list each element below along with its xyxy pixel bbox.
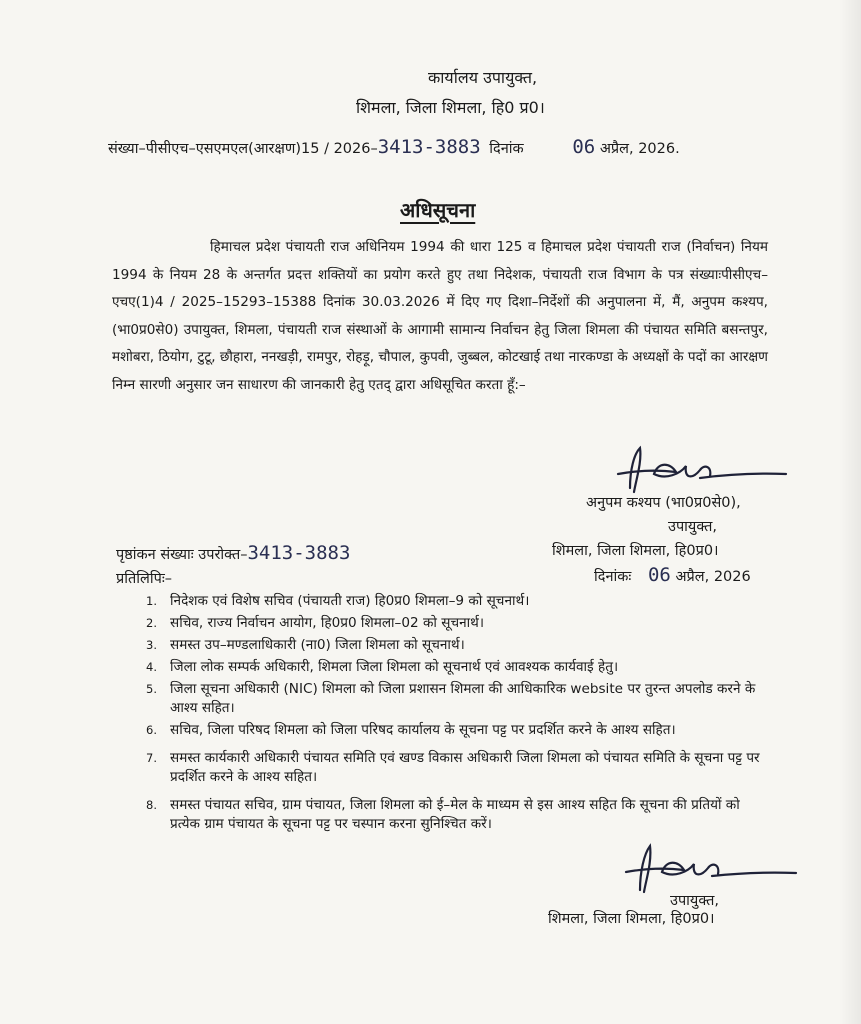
- signatory-place: शिमला, जिला शिमला, हि0प्र0।: [552, 543, 719, 559]
- list-item-text: समस्त उप–मण्डलाधिकारी (ना0) जिला शिमला को सूचनार्थ।: [170, 637, 465, 653]
- list-item: [146, 749, 762, 787]
- closing-place: शिमला, जिला शिमला, हि0प्र0।: [548, 911, 715, 927]
- document-title: अधिसूचना: [400, 198, 476, 222]
- endorsement-number-handwritten: 3413-3883: [247, 542, 351, 564]
- list-item-number: 8.: [146, 798, 157, 812]
- list-item: [146, 592, 762, 611]
- reference-number-prefix: संख्या–पीसीएच–एसएमएल(आरक्षण)15 / 2026–: [108, 141, 378, 157]
- list-item-number: 6.: [146, 723, 157, 737]
- copies-list: [146, 592, 762, 837]
- list-item-number: 5.: [146, 682, 157, 696]
- list-item: [146, 680, 762, 718]
- reference-date-label: दिनांक: [489, 141, 524, 157]
- list-item-number: 7.: [146, 751, 157, 765]
- notification-body: हिमाचल प्रदेश पंचायती राज अधिनियम 1994 की धारा 125 व हिमाचल प्रदेश पंचायती राज (निर्वाचन) नियम 1994 के नियम 28 के अन्तर्गत प्रदत्त शक्तियों का प्रयोग करते हुए तथा निदेशक, पंचायती राज विभाग के पत्र संख्याःपीसीएच–एचए(1)4 / 2025–15293–15388 दिनांक 30.03.2026 में दिए गए दिशा–निर्देशों की अनुपालना में, मैं, अनुपम कश्यप, (भा0प्र0से0) उपायुक्त, शिमला, पंचायती राज संस्थाओं के आगामी सामान्य निर्वाचन हेतु जिला शिमला की पंचायत समिति बसन्तपुर, मशोबरा, ठियोग, टुटू, छौहारा, ननखड़ी, रामपुर, रोहड़ू, चौपाल, कुपवी, जुब्बल, कोटखाई तथा नारकण्डा के अध्यक्षों के पदों का आरक्षण निम्न सारणी अनुसार जन साधारण की जानकारी हेतु एतद् द्वारा अधिसूचित करता हूँ:–: [112, 239, 768, 393]
- list-item-text: निदेशक एवं विशेष सचिव (पंचायती राज) हि0प्र0 शिमला–9 को सूचनार्थ।: [170, 593, 530, 609]
- signatory-date-label: दिनांकः: [594, 569, 632, 585]
- list-item-text: समस्त कार्यकारी अधिकारी पंचायत समिति एवं खण्ड विकास अधिकारी जिला शिमला को पंचायत समिति के सूचना पट्ट पर प्रदर्शित करने के आश्य सहित।: [170, 750, 760, 785]
- signatory-designation: उपायुक्त,: [668, 519, 717, 535]
- endorsement-label: पृष्ठांकन संख्याः उपरोक्त–: [116, 547, 248, 563]
- list-item-number: 4.: [146, 660, 157, 674]
- signatory-date-day: 06: [647, 564, 671, 586]
- list-item: [146, 658, 762, 677]
- reference-date-day: 06: [572, 136, 596, 158]
- signatory-date: [594, 564, 751, 586]
- list-item: [146, 636, 762, 655]
- reference-line: [108, 136, 680, 158]
- list-item-text: सचिव, राज्य निर्वाचन आयोग, हि0प्र0 शिमला–02 को सूचनार्थ।: [170, 615, 484, 631]
- list-item-number: 1.: [146, 594, 157, 608]
- office-title: कार्यालय उपायुक्त,: [428, 68, 538, 87]
- list-item: [146, 614, 762, 633]
- list-item-number: 2.: [146, 616, 157, 630]
- signature-scribble-2: [600, 840, 800, 896]
- endorsement-number: [116, 542, 350, 564]
- signatory-date-rest: अप्रैल, 2026: [675, 569, 751, 585]
- reference-date-rest: अप्रैल, 2026.: [599, 141, 680, 157]
- reference-number-handwritten: 3413-3883: [377, 136, 481, 158]
- page-edge-shadow: [839, 0, 861, 1024]
- list-item: [146, 721, 762, 740]
- list-item-text: जिला लोक सम्पर्क अधिकारी, शिमला जिला शिमला को सूचनार्थ एवं आवश्यक कार्यवाई हेतु।: [170, 659, 619, 675]
- list-item: [146, 796, 762, 834]
- copies-label: प्रतिलिपिः–: [116, 571, 173, 587]
- office-place: शिमला, जिला शिमला, हि0 प्र0।: [356, 98, 545, 117]
- list-item-text: सचिव, जिला परिषद शिमला को जिला परिषद कार्यालय के सूचना पट्ट पर प्रदर्शित करने के आश्य सहित।: [170, 722, 676, 738]
- signatory-name: अनुपम कश्यप (भा0प्र0से0),: [586, 495, 741, 511]
- closing-designation: उपायुक्त,: [670, 893, 719, 909]
- list-item-number: 3.: [146, 638, 157, 652]
- list-item-text: समस्त पंचायत सचिव, ग्राम पंचायत, जिला शिमला को ई–मेल के माध्यम से इस आश्य सहित कि सूचना की प्रतियों को प्रत्येक ग्राम पंचायत के सूचना पट्ट पर चस्पान करना सुनिश्चित करें।: [170, 797, 740, 832]
- list-item-text: जिला सूचना अधिकारी (NIC) शिमला को जिला प्रशासन शिमला की आधिकारिक website पर तुरन्त अपलोड करने के आश्य सहित।: [170, 681, 756, 716]
- signature-scribble: [600, 440, 790, 500]
